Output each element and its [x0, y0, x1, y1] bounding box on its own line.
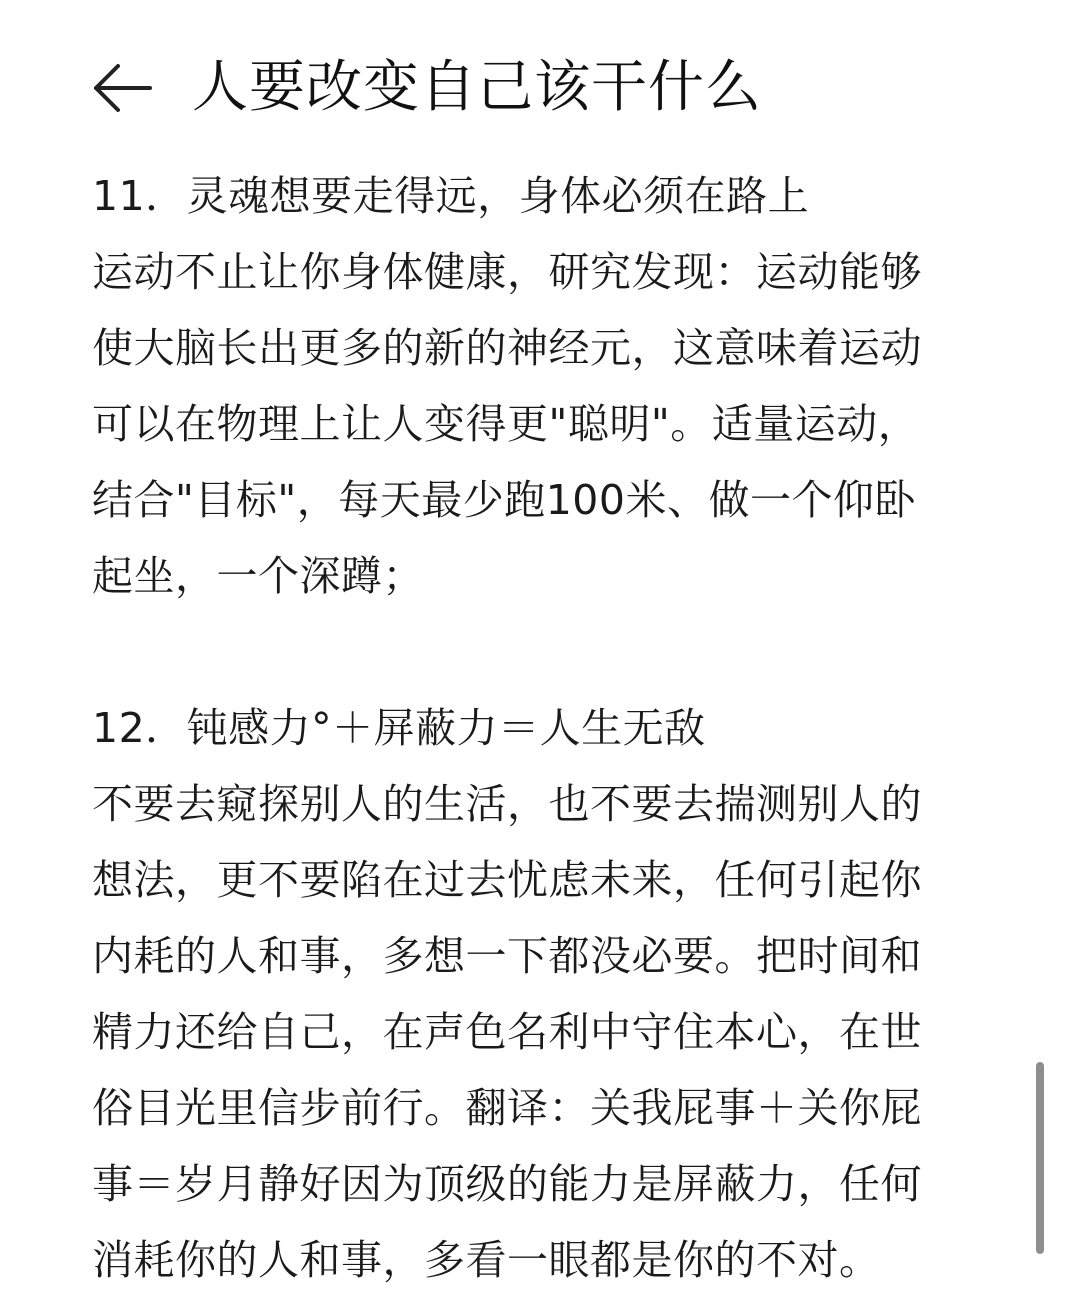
paragraph-line: 运动不止让你身体健康，研究发现：运动能够	[92, 248, 922, 296]
paragraph-line: 想法，更不要陷在过去忧虑未来，任何引起你	[92, 856, 922, 904]
paragraph-line: 结合"目标"，每天最少跑100米、做一个仰卧	[92, 476, 916, 524]
paragraph-line: 俗目光里信步前行。翻译：关我屁事＋关你屁	[92, 1084, 922, 1132]
paragraph-line: 消耗你的人和事，多看一眼都是你的不对。	[92, 1236, 881, 1284]
article-body[interactable]	[92, 158, 992, 1298]
article-section	[92, 158, 992, 614]
arrow-left-icon	[88, 52, 160, 124]
paragraph-line: 不要去窥探别人的生活，也不要去揣测别人的	[92, 780, 922, 828]
page-title: 人要改变自己该干什么	[192, 55, 762, 120]
vertical-scrollbar[interactable]	[1036, 1062, 1044, 1254]
paragraph-line: 精力还给自己，在声色名利中守住本心，在世	[92, 1008, 922, 1056]
paragraph-line: 内耗的人和事，多想一下都没必要。把时间和	[92, 932, 922, 980]
article-section	[92, 690, 992, 1298]
back-button[interactable]	[88, 52, 160, 124]
section-heading: 12．钝感力°＋屏蔽力＝人生无敌	[92, 704, 706, 752]
paragraph-line: 起坐，一个深蹲；	[92, 552, 424, 600]
paragraph-line: 可以在物理上让人变得更"聪明"。适量运动，	[92, 400, 920, 448]
section-heading: 11．灵魂想要走得远，身体必须在路上	[92, 172, 810, 220]
paragraph-line: 事＝岁月静好因为顶级的能力是屏蔽力，任何	[92, 1160, 922, 1208]
paragraph-line: 使大脑长出更多的新的神经元，这意味着运动	[92, 324, 922, 372]
top-app-bar	[0, 40, 1080, 140]
